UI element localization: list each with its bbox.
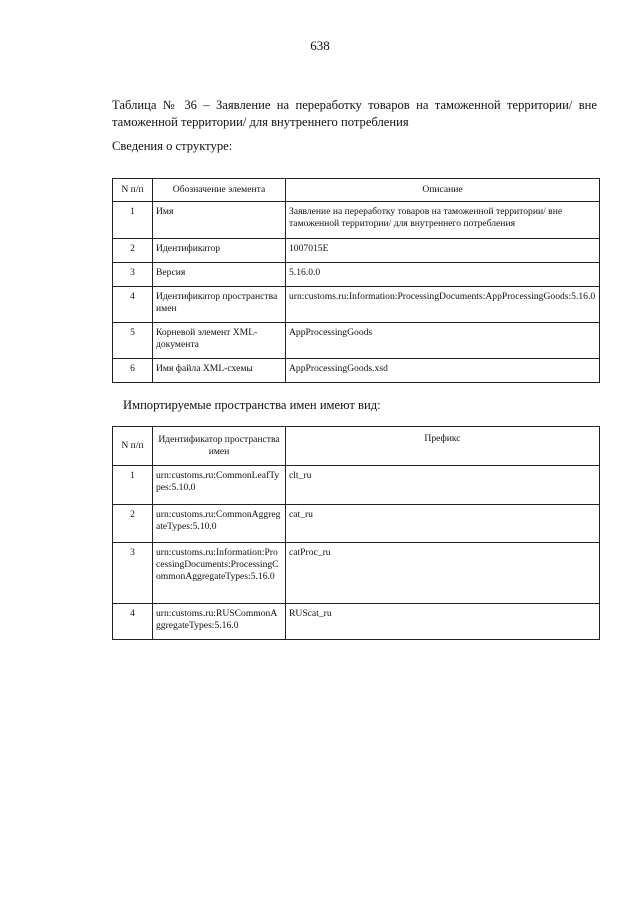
row-desc: AppProcessingGoods.xsd [286, 359, 600, 383]
row-prefix: catProc_ru [286, 543, 600, 604]
row-name: Корневой элемент XML-документа [153, 323, 286, 359]
row-num: 3 [113, 543, 153, 604]
table-row [113, 466, 600, 505]
header-element: Обозначение элемента [153, 179, 286, 202]
row-num: 5 [113, 323, 153, 359]
row-num: 6 [113, 359, 153, 383]
row-namespace-id: urn:customs.ru:CommonLeafTypes:5.10.0 [153, 466, 286, 505]
row-num: 4 [113, 287, 153, 323]
header-namespace-id: Идентификатор пространства имен [153, 427, 286, 466]
header-num: N п/п [113, 427, 153, 466]
row-num: 4 [113, 604, 153, 640]
row-name: Имя файла XML-схемы [153, 359, 286, 383]
table-title: Таблица № 36 – Заявление на переработку товаров на таможенной территории/ вне таможенной территории/ для внутреннего потребления [112, 98, 597, 129]
row-name: Имя [153, 202, 286, 239]
header-prefix: Префикс [286, 427, 600, 466]
structure-header-row [113, 179, 600, 202]
row-desc: urn:customs.ru:Information:ProcessingDocuments:AppProcessingGoods:5.16.0 [286, 287, 600, 323]
table-row [113, 543, 600, 604]
row-desc: AppProcessingGoods [286, 323, 600, 359]
row-namespace-id: urn:customs.ru:CommonAggregateTypes:5.10.0 [153, 505, 286, 543]
row-prefix: cat_ru [286, 505, 600, 543]
row-namespace-id: urn:customs.ru:RUSCommonAggregateTypes:5.16.0 [153, 604, 286, 640]
row-num: 1 [113, 202, 153, 239]
row-name: Версия [153, 263, 286, 287]
table-row [113, 604, 600, 640]
row-desc: Заявление на переработку товаров на таможенной территории/ вне таможенной территории/ для внутреннего потребления [286, 202, 600, 239]
row-prefix: RUScat_ru [286, 604, 600, 640]
row-desc: 1007015E [286, 239, 600, 263]
table-row [113, 202, 600, 239]
row-prefix: clt_ru [286, 466, 600, 505]
namespaces-heading: Импортируемые пространства имен имеют вид: [123, 398, 381, 412]
table-row [113, 239, 600, 263]
namespaces-header-row [113, 427, 600, 466]
row-namespace-id: urn:customs.ru:Information:ProcessingDocuments:ProcessingCommonAggregateTypes:5.16.0 [153, 543, 286, 604]
row-name: Идентификатор пространства имен [153, 287, 286, 323]
table-row [113, 263, 600, 287]
table-row [113, 505, 600, 543]
row-name: Идентификатор [153, 239, 286, 263]
table-row [113, 323, 600, 359]
row-num: 1 [113, 466, 153, 505]
table-row [113, 287, 600, 323]
row-num: 2 [113, 239, 153, 263]
row-num: 3 [113, 263, 153, 287]
header-description: Описание [286, 179, 600, 202]
structure-table [112, 178, 600, 383]
namespaces-table [112, 426, 600, 640]
header-num: N п/п [113, 179, 153, 202]
table-row [113, 359, 600, 383]
page-number: 638 [310, 38, 330, 53]
structure-heading: Сведения о структуре: [112, 139, 233, 153]
row-num: 2 [113, 505, 153, 543]
row-desc: 5.16.0.0 [286, 263, 600, 287]
